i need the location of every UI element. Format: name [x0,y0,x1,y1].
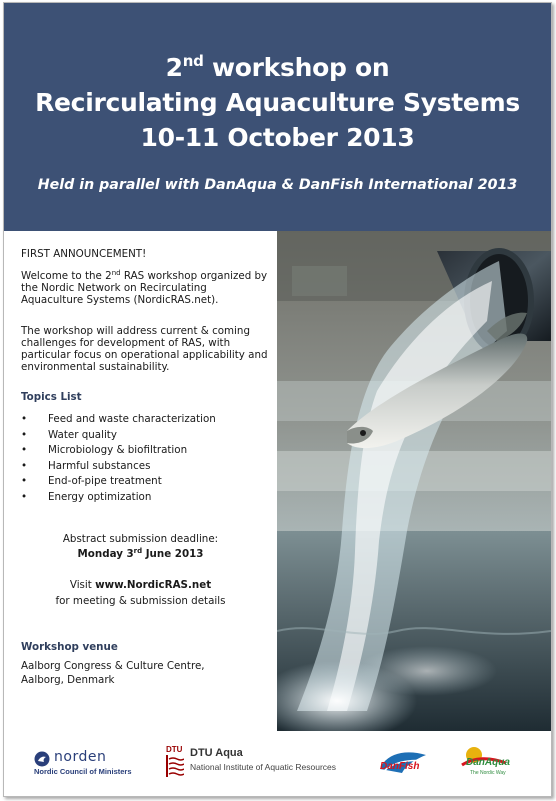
list-item: • End-of-pipe treatment [21,475,162,487]
bullet-icon: • [21,490,28,503]
website-link[interactable]: www.NordicRAS.net [95,579,212,591]
venue-heading: Workshop venue [21,641,118,653]
danaqua-logo [460,745,520,781]
header-banner [4,3,551,231]
scope-paragraph: The workshop will address current & coming challenges for development of RAS, with particular focus on operational applicability and environmental sustainability. [21,325,268,373]
dtu-mark: DTU [166,745,183,754]
bullet-icon: • [21,475,28,487]
dtu-title: DTU Aqua [190,747,243,759]
danaqua-tagline: The Nordic Way [470,770,506,776]
swan-icon [34,751,50,767]
content-column [4,231,277,731]
fish-pipe-illustration [277,231,551,731]
venue-name: Aalborg Congress & Culture Centre, [21,660,205,672]
fish-pipe-photo [277,231,551,731]
bullet-icon: • [21,413,28,425]
list-item: • Energy optimization [21,490,152,503]
visit-line: Visit www.NordicRAS.net [69,579,212,591]
dtu-subtitle: National Institute of Aquatic Resources [190,762,336,772]
abstract-deadline-date: Monday 3rd June 2013 [77,547,204,560]
danfish-logo [376,747,430,781]
list-item: • Feed and waste characterization [21,413,216,425]
footer-logos [4,731,551,796]
dtu-waves-icon [166,755,184,777]
topics-list [21,413,216,506]
topics-heading: Topics List [21,391,82,403]
list-item: • Harmful substances [21,459,151,472]
bullet-icon: • [21,444,28,456]
welcome-paragraph: Welcome to the 2nd RAS workshop organized by the Nordic Network on Recirculating Aquaculture Systems (NordicRAS.net). [21,269,268,306]
abstract-deadline-label: Abstract submission deadline: [62,533,219,545]
title-line-2: Recirculating Aquaculture Systems [35,88,520,117]
venue-city: Aalborg, Denmark [21,674,115,686]
bullet-icon: • [21,428,28,441]
poster-page [3,2,552,797]
bullet-icon: • [21,459,28,472]
visit-details: for meeting & submission details [55,595,226,607]
norden-subtitle: Nordic Council of Ministers [34,767,132,776]
danfish-wordmark: DanFish [380,761,420,772]
title-line-3: 10-11 October 2013 [140,123,415,152]
list-item: • Microbiology & biofiltration [21,444,188,456]
subtitle: Held in parallel with DanAqua & DanFish International 2013 [37,177,518,193]
norden-wordmark: norden [54,749,107,765]
list-item: • Water quality [21,428,117,441]
announcement-heading: FIRST ANNOUNCEMENT! [21,248,147,260]
title-line-1: 2nd workshop on [165,52,390,82]
danaqua-wordmark: DanAqua [466,757,510,768]
